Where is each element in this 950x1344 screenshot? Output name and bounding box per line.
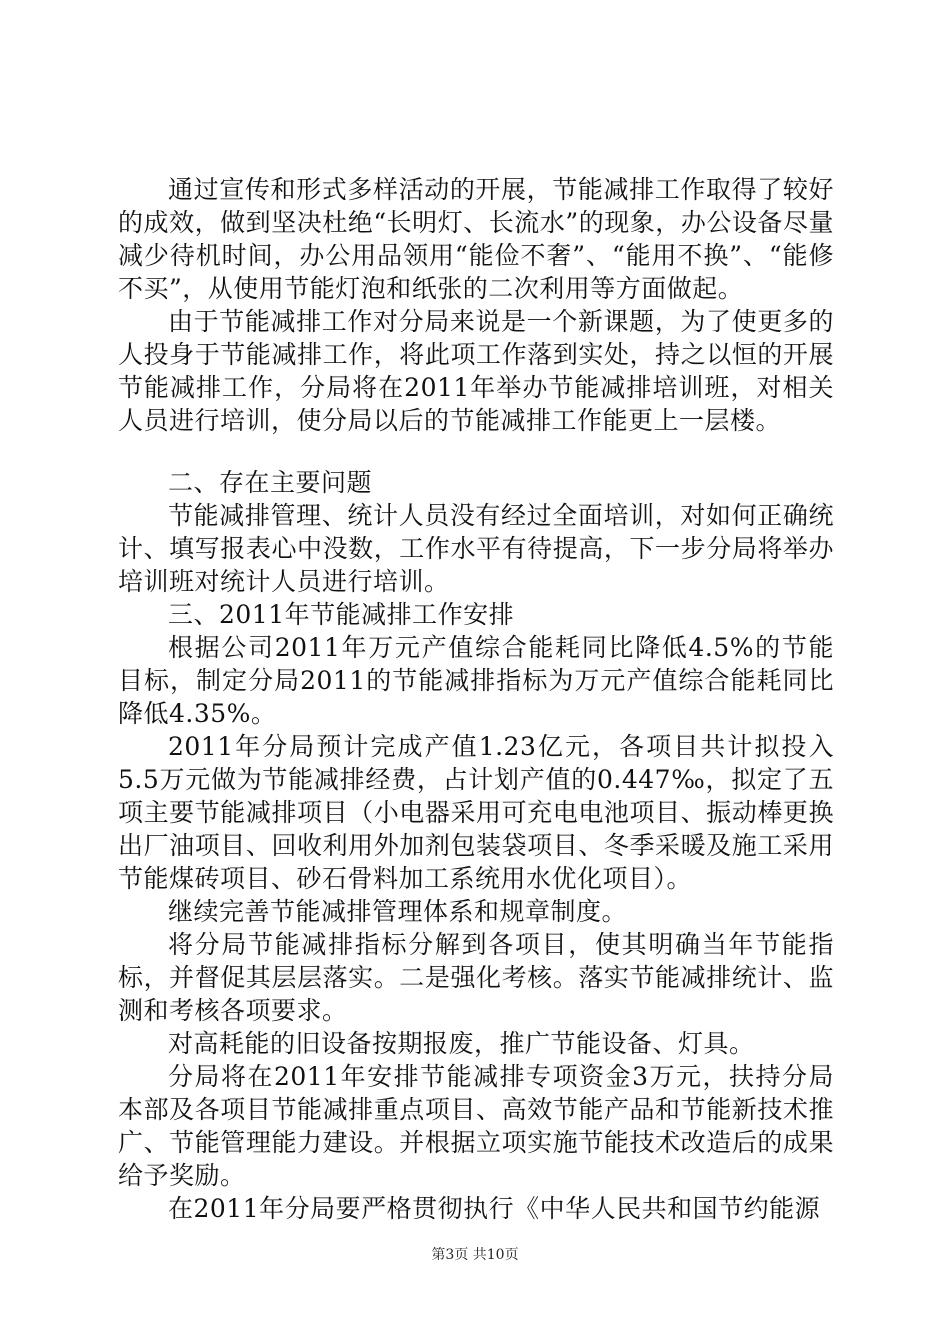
section-heading-problems: 二、存在主要问题 [168,468,373,497]
paragraph-indicator-breakdown: 将分局节能减排指标分解到各项目，使其明确当年节能指标，并督促其层层落实。二是强化考核。落实节能减排统计、监测和考核各项要求。 [118,930,834,1025]
section-heading-2011-plan: 三、2011年节能减排工作安排 [168,600,515,629]
document-body [118,173,834,1225]
paragraph-publicity-results: 通过宣传和形式多样活动的开展，节能减排工作取得了较好的成效，做到坚决杜绝“长明灯、长流水”的现象，办公设备尽量减少待机时间，办公用品领用“能俭不奢”、“能用不换”、“能修不买”，从使用节能灯泡和纸张的二次利用等方面做起。 [118,175,834,303]
paragraph-problems: 节能减排管理、统计人员没有经过全面培训，对如何正确统计、填写报表心中没数，工作水平有待提高，下一步分局将举办培训班对统计人员进行培训。 [118,501,834,596]
paragraph-energy-target: 根据公司2011年万元产值综合能耗同比降低4.5%的节能目标，制定分局2011的节能减排指标为万元产值综合能耗同比降低4.35%。 [118,633,834,728]
paragraph-output-and-projects: 2011年分局预计完成产值1.23亿元，各项目共计拟投入5.5万元做为节能减排经费，占计划产值的0.447‰，拟定了五项主要节能减排项目（小电器采用可充电电池项目、振动棒更换出厂油项目、回收利用外加剂包装袋项目、冬季采暖及施工采用节能煤砖项目、砂石骨料加工系统用水优化项目）。 [118,732,834,893]
page-number-footer: 第3页 共10页 [431,1247,519,1263]
paragraph-management-system: 继续完善节能减排管理体系和规章制度。 [168,897,628,926]
paragraph-equipment-scrapping: 对高耗能的旧设备按期报废，推广节能设备、灯具。 [168,1029,755,1058]
paragraph-training-plan: 由于节能减排工作对分局来说是一个新课题，为了使更多的人投身于节能减排工作，将此项工作落到实处，持之以恒的开展节能减排工作，分局将在2011年举办节能减排培训班，对相关人员进行培训，使分局以后的节能减排工作能更上一层楼。 [118,307,834,435]
paragraph-law-compliance: 在2011年分局要严格贯彻执行《中华人民共和国节约能源 [168,1194,821,1223]
paragraph-spacer [118,437,834,466]
paragraph-special-funds: 分局将在2011年安排节能减排专项资金3万元，扶持分局本部及各项目节能减排重点项目、高效节能产品和节能新技术推广、节能管理能力建设。并根据立项实施节能技术改造后的成果给予奖励。 [118,1062,834,1190]
